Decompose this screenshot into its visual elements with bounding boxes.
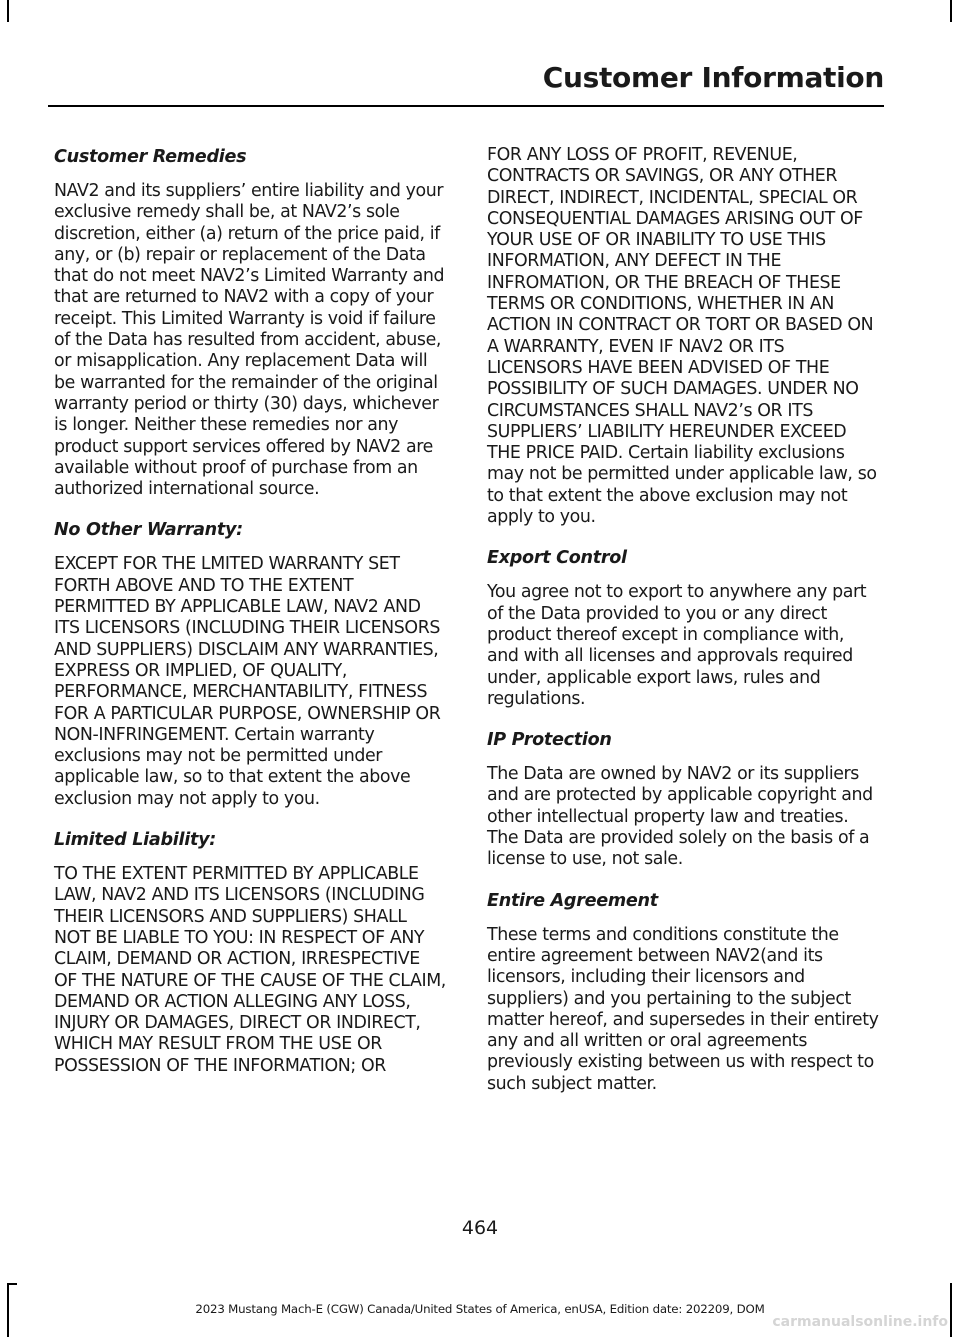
paragraph-export-control: You agree not to export to anywhere any part of the Data provided to you or any direct product thereof except in compliance with, and with all licenses and approvals required under, applicable export laws, rules and regulations. [487,582,867,709]
section-heading-entire-agreement: Entire Agreement [487,890,658,911]
paragraph-customer-remedies: NAV2 and its suppliers’ entire liability and your exclusive remedy shall be, at NAV2’s sole discretion, either (a) return of the price paid, if any, or (b) repair or replacement of the Data that do not meet NAV2’s Limited Warranty and that are returned to NAV2 with a copy of your receipt. This Limited Warranty is void if failure of the Data has resulted from accident, abuse, or misapplication. Any replacement Data will be warranted for the remainder of the original warranty period or thirty (30) days, whichever is longer. Neither these remedies nor any product support services offered by NAV2 are available without proof of purchase from an authorized international source. [54,181,445,500]
paragraph-ip-protection: The Data are owned by NAV2 or its suppliers and are protected by applicable copyright and other intellectual property law and treaties. The Data are provided solely on the basis of a license to use, not sale. [487,764,873,870]
section-heading-customer-remedies: Customer Remedies [54,147,247,167]
left-column [54,145,446,1095]
edition-footer: 2023 Mustang Mach-E (CGW) Canada/United States of America, enUSA, Edition date: 202209, DOM [195,1302,765,1316]
section-heading-export-control: Export Control [487,548,627,569]
crop-mark-top-right [950,0,952,22]
section-heading-limited-liability: Limited Liability: [54,830,216,851]
header-divider [48,105,884,107]
page-title: Customer Information [542,61,884,94]
section-heading-no-other-warranty: No Other Warranty: [54,520,243,541]
paragraph-entire-agreement: These terms and conditions constitute the entire agreement between NAV2(and its licensors, including their licensors and suppliers) and you pertaining to the subject matter hereof, and supersedes in their entirety any and all written or oral agreements previously existing between us with respect to such subject matter. [487,924,879,1094]
crop-mark-bottom-left-h [7,1283,17,1285]
paragraph-no-other-warranty: EXCEPT FOR THE LMITED WARRANTY SET FORTH ABOVE AND TO THE EXTENT PERMITTED BY APPLICABLE LAW, NAV2 AND ITS LICENSORS (INCLUDING THEIR LICENSORS AND SUPPLIERS) DISCLAIM ANY WARRANTIES, EXPRESS OR IMPLIED, OF QUALITY, PERFORMANCE, MERCHANTABILITY, FITNESS FOR A PARTICULAR PURPOSE, OWNERSHIP OR NON-INFRINGEMENT. Certain warranty exclusions may not be permitted under applicable law, so to that extent the above exclusion may not apply to you. [54,554,441,809]
right-column [487,145,879,1113]
paragraph-limited-liability: TO THE EXTENT PERMITTED BY APPLICABLE LAW, NAV2 AND ITS LICENSORS (INCLUDING THEIR LICENSORS AND SUPPLIERS) SHALL NOT BE LIABLE TO YOU: IN RESPECT OF ANY CLAIM, DEMAND OR ACTION, IRRESPECTIVE OF THE NATURE OF THE CAUSE OF THE CLAIM, DEMAND OR ACTION ALLEGING ANY LOSS, INJURY OR DAMAGES, DIRECT OR INDIRECT, WHICH MAY RESULT FROM THE USE OR POSSESSION OF THE INFORMATION; OR [54,864,446,1076]
watermark: carmanualsonline.info [772,1314,948,1330]
crop-mark-top-left [7,0,9,22]
paragraph-liability-continued: FOR ANY LOSS OF PROFIT, REVENUE, CONTRACTS OR SAVINGS, OR ANY OTHER DIRECT, INDIRECT, INCIDENTAL, SPECIAL OR CONSEQUENTIAL DAMAGES ARISING OUT OF YOUR USE OF OR INABILITY TO USE THIS INFORMATION, ANY DEFECT IN THE INFROMATION, OR THE BREACH OF THESE TERMS OR CONDITIONS, WHETHER IN AN ACTION IN CONTRACT OR TORT OR BASED ON A WARRANTY, EVEN IF NAV2 OR ITS LICENSORS HAVE BEEN ADVISED OF THE POSSIBILITY OF SUCH DAMAGES. UNDER NO CIRCUMSTANCES SHALL NAV2’s OR ITS SUPPLIERS’ LIABILITY HEREUNDER EXCEED THE PRICE PAID. Certain liability exclusions may not be permitted under applicable law, so to that extent the above exclusion may not apply to you. [487,145,877,528]
page-number: 464 [461,1217,499,1239]
section-heading-ip-protection: IP Protection [487,730,612,751]
